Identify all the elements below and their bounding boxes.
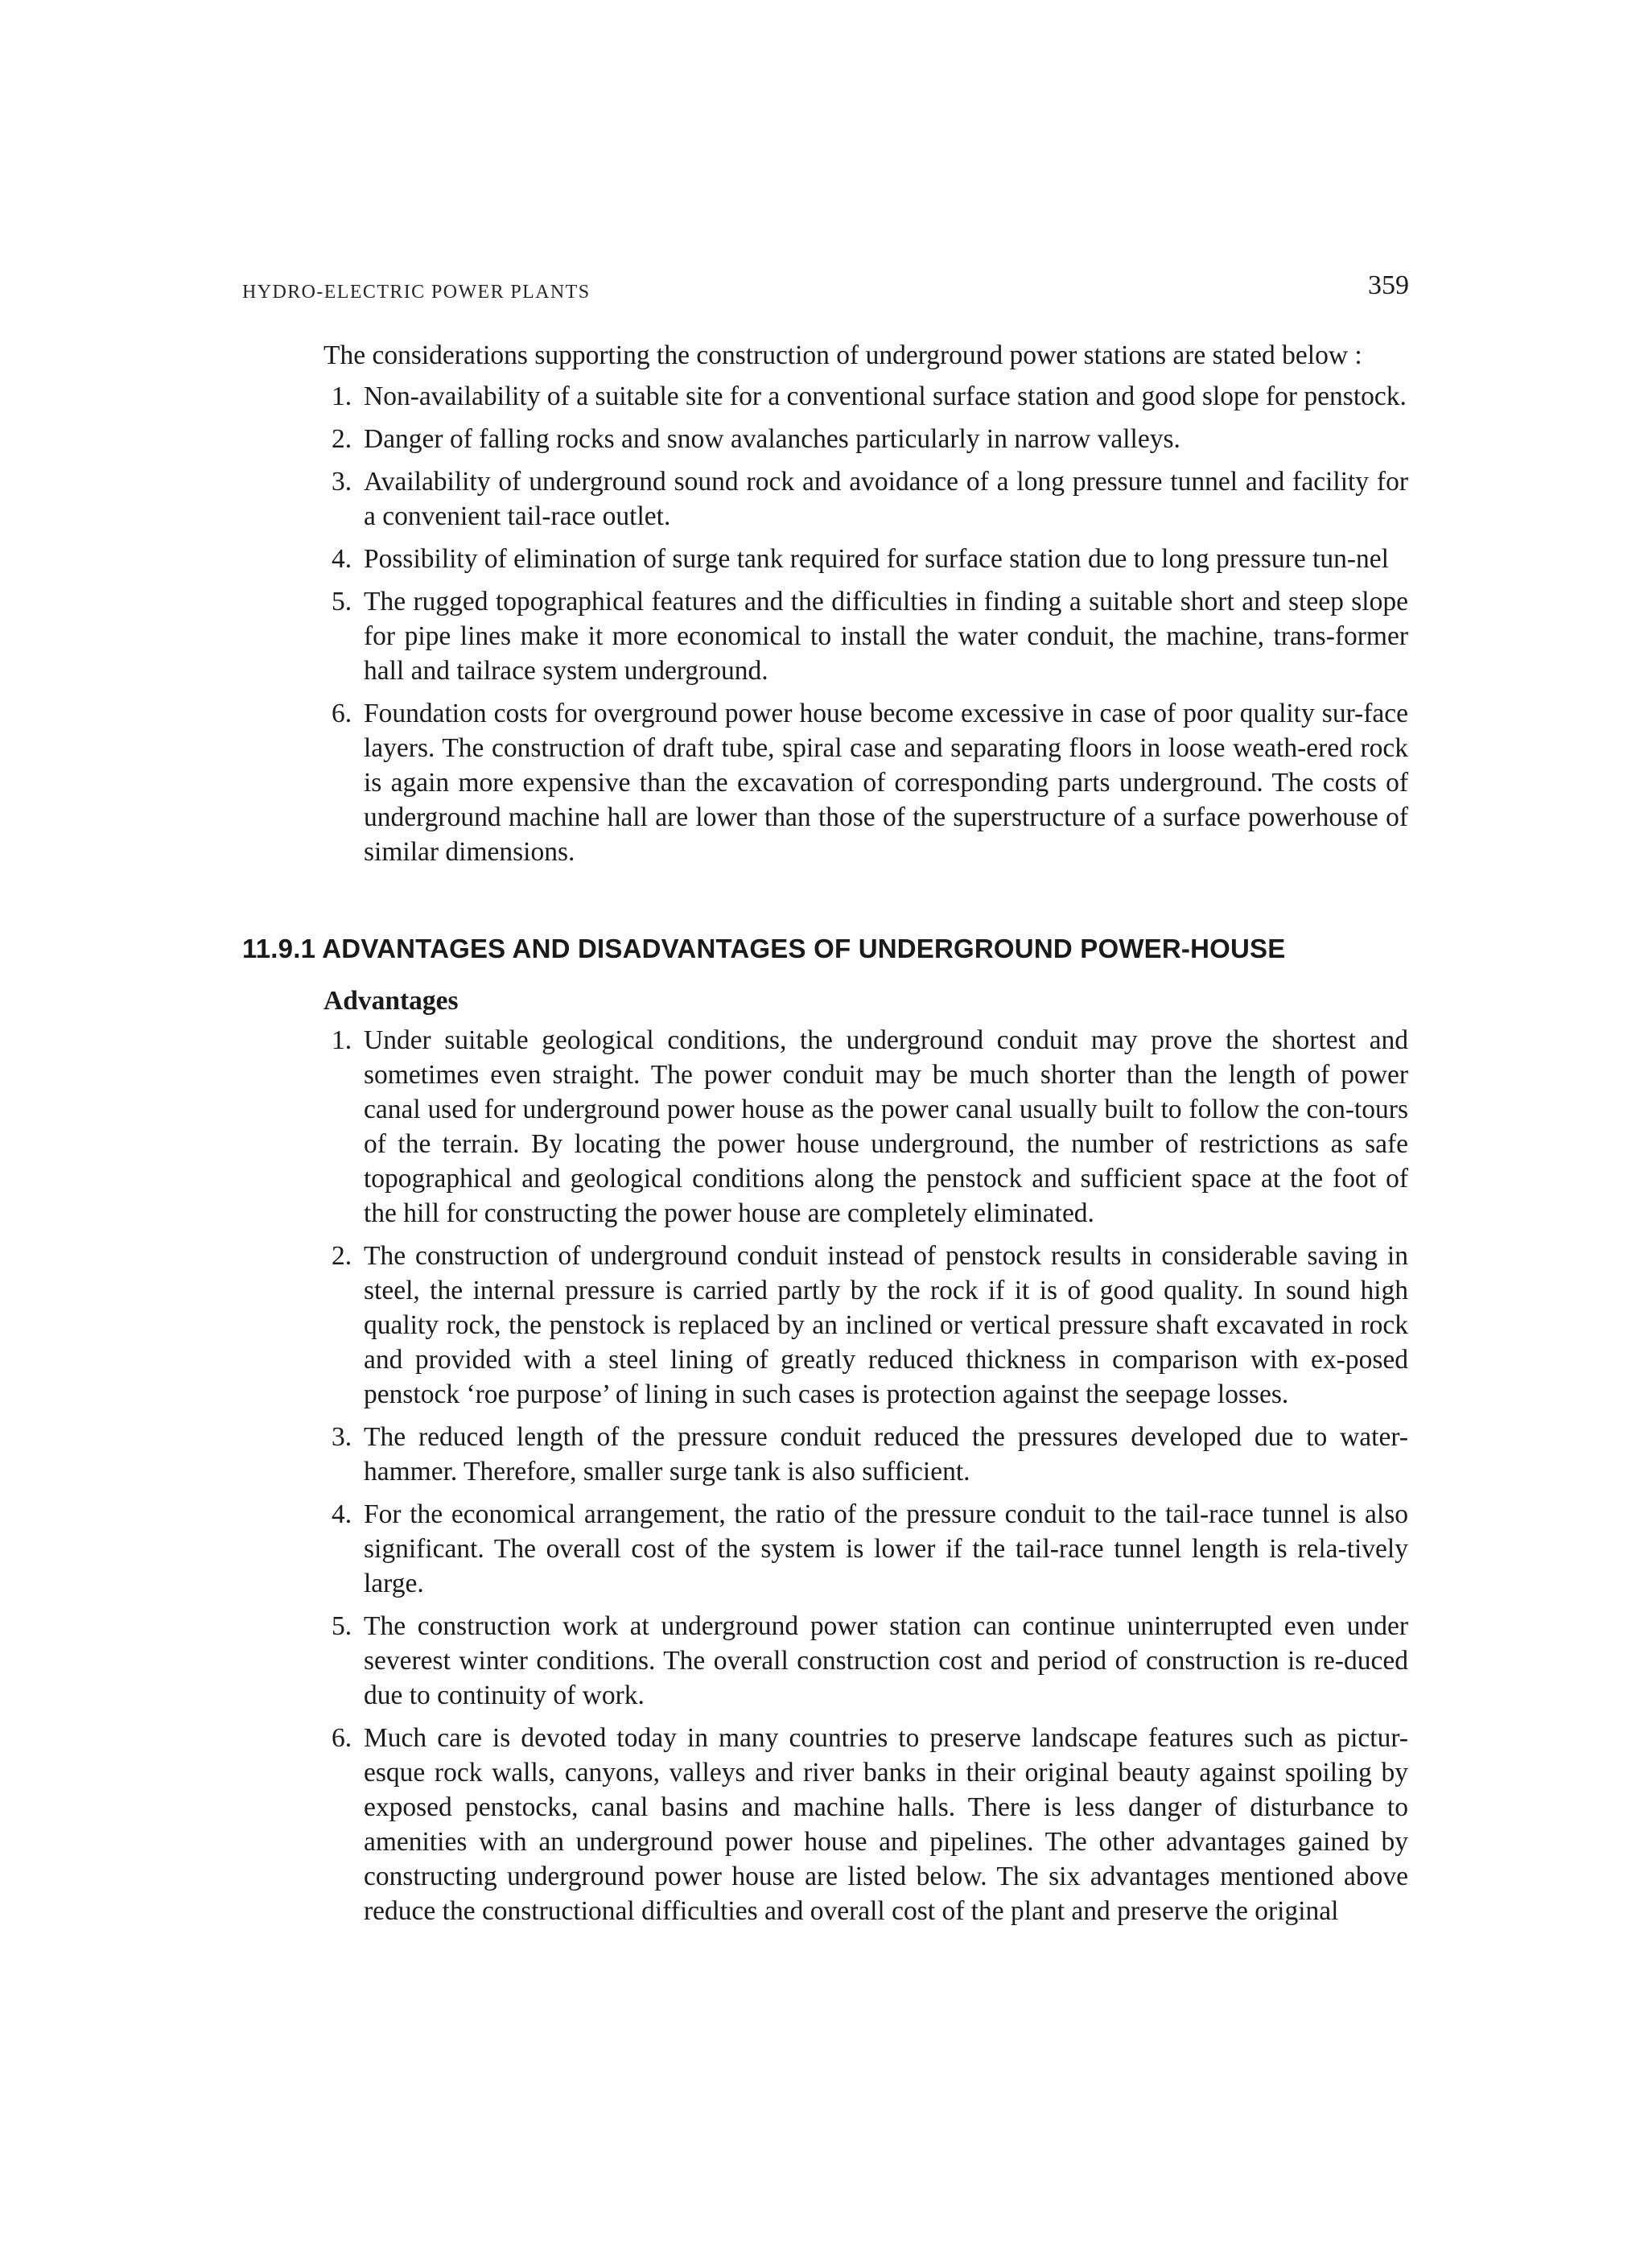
- advantages-subheading: Advantages: [323, 986, 459, 1016]
- advantages-block: [323, 983, 1408, 1936]
- running-head: HYDRO-ELECTRIC POWER PLANTS: [242, 282, 591, 303]
- item-text: The rugged topographical features and the difficulties in finding a suitable short and steep slope for pipe lines make it more economical to install the water conduit, the machine, trans-former hall and tailrace system underground.: [364, 587, 1408, 686]
- list-item: [323, 379, 1408, 414]
- list-item: [323, 422, 1408, 456]
- list-item: [323, 1609, 1408, 1713]
- list-item: [323, 1420, 1408, 1489]
- item-text: Under suitable geological conditions, the underground conduit may prove the shortest and sometimes even straight. The power conduit may be much shorter than the length of power canal used for underground power house as the power canal usually built to follow the con-tours of the terrain. By locating the power house underground, the number of restrictions as safe topographical and geological conditions along the penstock and sufficient space at the foot of the hill for constructing the power house are completely eliminated.: [364, 1025, 1408, 1228]
- item-number: 3.: [332, 467, 352, 497]
- list-item: [323, 542, 1408, 576]
- item-text: Availability of underground sound rock and avoidance of a long pressure tunnel and facility for a convenient tail-race outlet.: [364, 467, 1408, 531]
- item-text: Foundation costs for overground power house become excessive in case of poor quality sur-face layers. The construction of draft tube, spiral case and separating floors in loose weath-ered rock is again more expensive than the excavation of corresponding parts underground. The costs of underground machine hall are lower than those of the superstructure of a surface powerhouse of similar dimensions.: [364, 699, 1408, 867]
- considerations-block: [323, 338, 1408, 877]
- list-item: [323, 584, 1408, 688]
- item-number: 6.: [332, 699, 352, 728]
- item-text: Much care is devoted today in many countries to preserve landscape features such as pictur-esque rock walls, canyons, valleys and river banks in their original beauty against spoiling by exposed penstocks, canal basins and machine halls. There is less danger of disturbance to amenities with an underground power house and pipelines. The other advantages gained by constructing underground power house are listed below. The six advantages mentioned above reduce the constructional difficulties and overall cost of the plant and preserve the original: [364, 1723, 1408, 1926]
- considerations-intro: The considerations supporting the construction of underground power stations are stated below :: [323, 340, 1362, 370]
- list-item: [323, 1239, 1408, 1412]
- item-number: 1.: [332, 381, 352, 411]
- list-item: [323, 1497, 1408, 1601]
- item-text: Non-availability of a suitable site for a conventional surface station and good slope for penstock.: [364, 381, 1407, 411]
- item-number: 4.: [332, 544, 352, 574]
- list-item: [323, 696, 1408, 869]
- considerations-list: [323, 379, 1408, 869]
- item-text: The construction of underground conduit instead of penstock results in considerable saving in steel, the internal pressure is carried partly by the rock if it is of good quality. In sound high quality rock, the penstock is replaced by an inclined or vertical pressure shaft excavated in rock and provided with a steel lining of greatly reduced thickness in comparison with ex-posed penstock ‘roe purpose’ of lining in such cases is protection against the seepage losses.: [364, 1241, 1408, 1409]
- list-item: [323, 1023, 1408, 1231]
- page-number: 359: [1368, 270, 1409, 300]
- item-number: 1.: [332, 1025, 352, 1055]
- item-text: The construction work at underground power station can continue uninterrupted even under severest winter conditions. The overall construction cost and period of construction is re-duced due to continuity of work.: [364, 1611, 1408, 1710]
- item-number: 6.: [332, 1723, 352, 1753]
- advantages-list: [323, 1023, 1408, 1928]
- section-heading: 11.9.1 ADVANTAGES AND DISADVANTAGES OF UNDERGROUND POWER-HOUSE: [242, 934, 1286, 963]
- item-number: 2.: [332, 1241, 352, 1271]
- item-number: 4.: [332, 1499, 352, 1529]
- item-text: The reduced length of the pressure conduit reduced the pressures developed due to water-hammer. Therefore, smaller surge tank is also sufficient.: [364, 1422, 1408, 1487]
- page-header: [242, 270, 1409, 319]
- item-text: Danger of falling rocks and snow avalanches particularly in narrow valleys.: [364, 424, 1180, 454]
- item-number: 2.: [332, 424, 352, 454]
- item-number: 5.: [332, 1611, 352, 1641]
- item-text: Possibility of elimination of surge tank required for surface station due to long pressure tun-nel: [364, 544, 1389, 574]
- item-number: 5.: [332, 587, 352, 616]
- item-text: For the economical arrangement, the ratio of the pressure conduit to the tail-race tunnel is also significant. The overall cost of the system is lower if the tail-race tunnel length is rela-tively large.: [364, 1499, 1408, 1598]
- item-number: 3.: [332, 1422, 352, 1452]
- list-item: [323, 464, 1408, 534]
- list-item: [323, 1721, 1408, 1928]
